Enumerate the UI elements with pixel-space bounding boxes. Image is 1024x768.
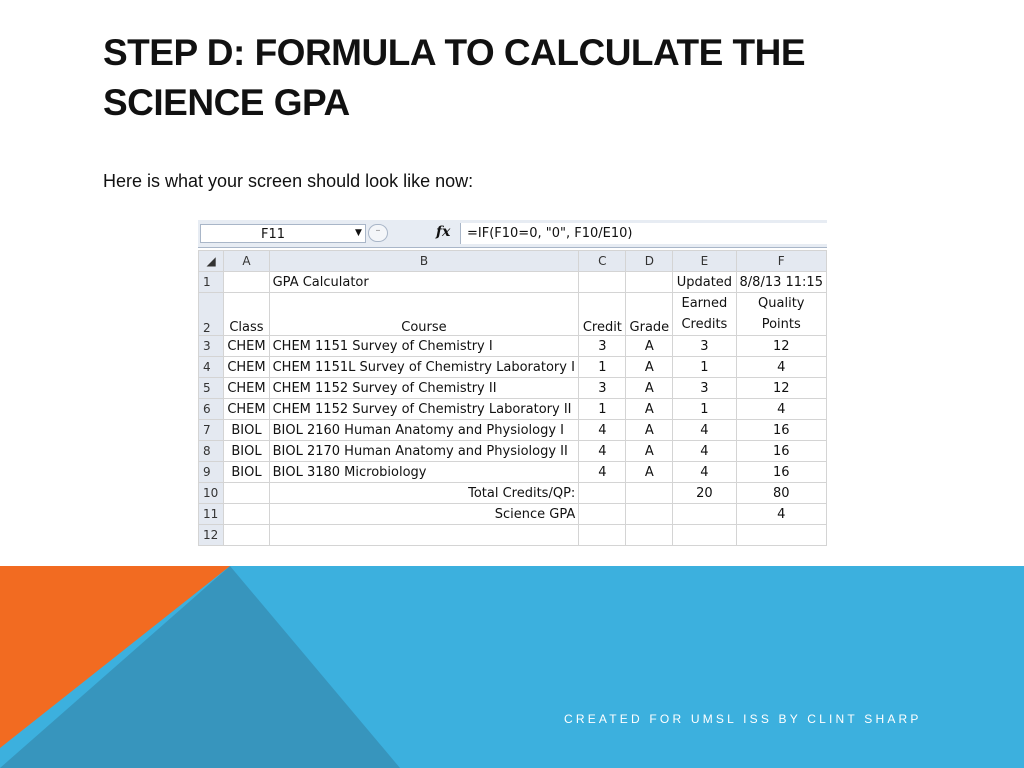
cell[interactable]: A xyxy=(626,399,673,420)
cell[interactable]: 12 xyxy=(736,378,826,399)
cell[interactable]: BIOL 2160 Human Anatomy and Physiology I xyxy=(269,420,579,441)
cell[interactable] xyxy=(224,504,269,525)
cell[interactable]: A xyxy=(626,462,673,483)
excel-screenshot xyxy=(198,220,827,550)
cell[interactable]: 1 xyxy=(579,399,626,420)
cell[interactable]: 4 xyxy=(673,462,736,483)
cell[interactable]: CHEM xyxy=(224,357,269,378)
column-header-e[interactable]: E xyxy=(673,251,736,272)
column-header-c[interactable]: C xyxy=(579,251,626,272)
slide-subtitle: Here is what your screen should look like now: xyxy=(103,171,474,191)
table-row xyxy=(199,483,827,504)
table-row xyxy=(199,441,827,462)
table-row xyxy=(199,462,827,483)
footer-decoration xyxy=(0,566,1024,768)
formula-text: =IF(F10=0, "0", F10/E10) xyxy=(467,226,633,241)
cell[interactable]: CHEM 1151 Survey of Chemistry I xyxy=(269,336,579,357)
cell[interactable]: A xyxy=(626,420,673,441)
table-row xyxy=(199,378,827,399)
cell[interactable]: CHEM 1151L Survey of Chemistry Laboratory I xyxy=(269,357,579,378)
cell[interactable] xyxy=(673,525,736,546)
cell[interactable] xyxy=(626,483,673,504)
row-header[interactable]: 11 xyxy=(199,504,224,525)
row-header[interactable]: 8 xyxy=(199,441,224,462)
cell[interactable]: A xyxy=(626,357,673,378)
cell[interactable]: Science GPA xyxy=(269,504,579,525)
cell[interactable]: 1 xyxy=(673,399,736,420)
cell[interactable]: A xyxy=(626,336,673,357)
cell[interactable] xyxy=(736,525,826,546)
selected-cell[interactable]: 4 xyxy=(736,504,826,525)
row-header[interactable]: 9 xyxy=(199,462,224,483)
cell[interactable]: Total Credits/QP: xyxy=(269,483,579,504)
footer-credit: CREATED FOR UMSL ISS BY CLINT SHARP xyxy=(564,712,922,726)
row-header[interactable]: 6 xyxy=(199,399,224,420)
column-header-a[interactable]: A xyxy=(224,251,269,272)
row-header[interactable]: 3 xyxy=(199,336,224,357)
cell[interactable] xyxy=(626,272,673,293)
cell[interactable]: 16 xyxy=(736,441,826,462)
cell-line: Quality xyxy=(758,296,805,311)
formula-bar xyxy=(198,220,827,248)
cell[interactable] xyxy=(673,293,736,336)
column-header-b[interactable]: B xyxy=(269,251,579,272)
table-row xyxy=(199,293,827,336)
cell[interactable] xyxy=(224,525,269,546)
column-header-f[interactable]: F xyxy=(736,251,826,272)
cell[interactable]: 16 xyxy=(736,462,826,483)
table-row xyxy=(199,525,827,546)
cell[interactable]: 3 xyxy=(579,336,626,357)
cell[interactable]: A xyxy=(626,378,673,399)
cell[interactable]: BIOL xyxy=(224,441,269,462)
cell[interactable]: Course xyxy=(269,293,579,336)
row-header[interactable]: 7 xyxy=(199,420,224,441)
cell[interactable]: Class xyxy=(224,293,269,336)
slide-title: STEP D: FORMULA TO CALCULATE THE SCIENCE GPA xyxy=(103,32,806,123)
table-row xyxy=(199,420,827,441)
row-header[interactable]: 10 xyxy=(199,483,224,504)
table-row xyxy=(199,357,827,378)
cell[interactable]: 4 xyxy=(579,462,626,483)
column-header-d[interactable]: D xyxy=(626,251,673,272)
table-row xyxy=(199,336,827,357)
cell[interactable]: CHEM 1152 Survey of Chemistry Laboratory II xyxy=(269,399,579,420)
cell[interactable]: CHEM xyxy=(224,336,269,357)
cell[interactable]: BIOL 3180 Microbiology xyxy=(269,462,579,483)
cell[interactable] xyxy=(224,483,269,504)
cell[interactable]: 4 xyxy=(673,441,736,462)
name-box-value: F11 xyxy=(261,227,286,242)
cell[interactable] xyxy=(224,272,269,293)
row-header[interactable]: 1 xyxy=(199,272,224,293)
cell-line: Credits xyxy=(681,317,728,332)
name-box[interactable] xyxy=(200,224,366,243)
cell[interactable] xyxy=(269,525,579,546)
cell[interactable]: Credit xyxy=(579,293,626,336)
cell[interactable]: BIOL xyxy=(224,462,269,483)
cell[interactable]: CHEM xyxy=(224,399,269,420)
cell[interactable] xyxy=(736,293,826,336)
cell[interactable]: CHEM xyxy=(224,378,269,399)
cell[interactable] xyxy=(579,272,626,293)
cell[interactable]: 20 xyxy=(673,483,736,504)
cell[interactable] xyxy=(579,525,626,546)
table-row xyxy=(199,272,827,293)
cell[interactable]: 3 xyxy=(579,378,626,399)
formula-input[interactable] xyxy=(460,223,827,244)
cell-line: Earned xyxy=(681,296,728,311)
row-header[interactable]: 4 xyxy=(199,357,224,378)
cell[interactable]: 4 xyxy=(736,357,826,378)
cell[interactable] xyxy=(626,504,673,525)
cell[interactable]: 4 xyxy=(673,420,736,441)
cell[interactable]: Updated xyxy=(673,272,736,293)
row-header[interactable]: 2 xyxy=(199,293,224,336)
cell[interactable]: 1 xyxy=(579,357,626,378)
row-header[interactable]: 12 xyxy=(199,525,224,546)
cell[interactable]: 4 xyxy=(579,441,626,462)
cell[interactable]: BIOL xyxy=(224,420,269,441)
cell[interactable] xyxy=(579,504,626,525)
spreadsheet-grid xyxy=(198,250,827,546)
dropdown-arrow-icon[interactable]: ▼ xyxy=(355,228,362,238)
cell-line: Points xyxy=(761,317,801,332)
cell[interactable]: 8/8/13 11:15 xyxy=(736,272,826,293)
fx-icon[interactable]: fx xyxy=(436,224,451,240)
cell[interactable] xyxy=(626,525,673,546)
cell[interactable] xyxy=(673,504,736,525)
cell[interactable]: A xyxy=(626,441,673,462)
cell[interactable]: Grade xyxy=(626,293,673,336)
cell[interactable]: 3 xyxy=(673,336,736,357)
cell[interactable]: 3 xyxy=(673,378,736,399)
cell[interactable]: BIOL 2170 Human Anatomy and Physiology II xyxy=(269,441,579,462)
cell[interactable]: 4 xyxy=(579,420,626,441)
table-row xyxy=(199,504,827,525)
table-row xyxy=(199,399,827,420)
cell[interactable]: 12 xyxy=(736,336,826,357)
cell[interactable]: 1 xyxy=(673,357,736,378)
cell[interactable]: CHEM 1152 Survey of Chemistry II xyxy=(269,378,579,399)
cell[interactable] xyxy=(579,483,626,504)
cell[interactable]: 80 xyxy=(736,483,826,504)
formula-bar-expand-button[interactable]: – xyxy=(368,224,388,242)
select-all-corner[interactable]: ◢ xyxy=(199,251,224,272)
cell[interactable]: 4 xyxy=(736,399,826,420)
row-header[interactable]: 5 xyxy=(199,378,224,399)
cell[interactable]: 16 xyxy=(736,420,826,441)
cell[interactable]: GPA Calculator xyxy=(269,272,579,293)
column-header-row xyxy=(199,251,827,272)
